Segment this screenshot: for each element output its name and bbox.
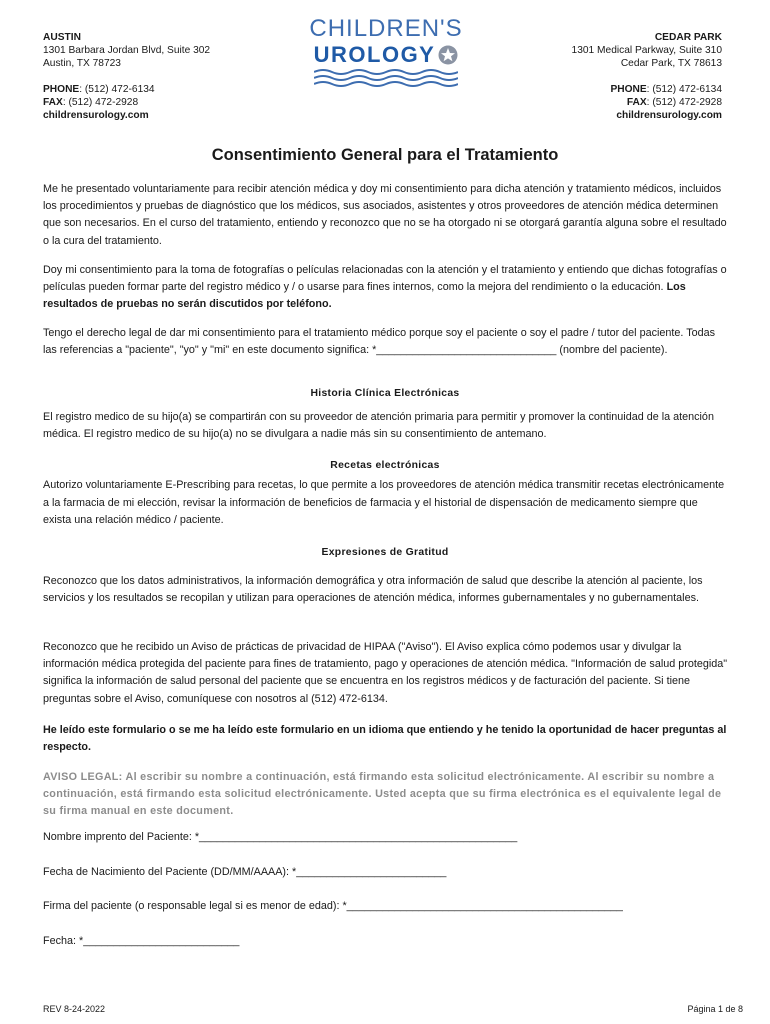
patient-name-field[interactable]: Nombre imprento del Paciente: *_____________________________________________________: [43, 831, 518, 843]
revision-label: REV 8-24-2022: [43, 1004, 106, 1014]
cedar-park-city: CEDAR PARK: [654, 32, 722, 43]
austin-fax: FAX: (512) 472-2928: [43, 97, 139, 108]
acknowledgements-heading: Expresiones de Gratitud: [321, 547, 449, 558]
consent-paragraph: Me he presentado voluntariamente para recibir atención médica y doy mi consentimiento para dicha atención y tratamiento médicos, incluidos los procedimientos y pruebas de diagnóstico que los médicos, sus asociados, asistentes y otros proveedores de atención médica determinen que son necesarios. En el curso del tratamiento, entiendo y reconozco que no se ha otorgado ni se otorgará garantía alguna sobre el resultado o la cura del tratamiento.: [43, 183, 727, 247]
photography-paragraph: Doy mi consentimiento para la toma de fotografías o películas relacionadas con la atención y el tratamiento y entiendo que dichas fotografías o películas pueden formar parte del registro médico y / o usarse para fines internos, como la mejora del rendimiento o la educación. Los resultados de pruebas no serán discutidos por teléfono.: [43, 264, 727, 311]
cedar-park-address-line2: Cedar Park, TX 78613: [620, 58, 722, 69]
logo-line1: CHILDREN'S: [309, 15, 463, 42]
hipaa-paragraph: Reconozco que he recibido un Aviso de prácticas de privacidad de HIPAA ("Aviso"). El Aviso explica cómo podemos usar y divulgar la información médica protegida del paciente para fines de tratamiento, pago y operaciones de atención médica. "Información de salud protegida" significa la información de salud personal del paciente que se encuentra en los registros médicos y de facturación del paciente. Si tiene preguntas sobre el Aviso, comuníquese con nosotros al (512) 472-6134.: [43, 641, 728, 705]
waves-icon: [314, 68, 458, 88]
austin-office-info: [43, 31, 210, 122]
date-field[interactable]: Fecha: *__________________________: [43, 935, 240, 947]
legal-notice: AVISO LEGAL: Al escribir su nombre a continuación, está firmando esta solicitud electrónicamente. Al escribir su nombre a continuación, está firmando esta solicitud electrónicamente. Usted acepta que su firma electrónica es el equivalente legal de su firma manual en este document.: [43, 771, 722, 818]
ehr-heading: Historia Clínica Electrónicas: [310, 388, 460, 399]
austin-phone: PHONE: (512) 472-6134: [43, 84, 155, 95]
page-number: Página 1 de 8: [687, 1004, 743, 1014]
austin-city: AUSTIN: [43, 32, 81, 43]
cedar-park-phone: PHONE: (512) 472-6134: [610, 84, 722, 95]
cedar-park-office-info: [572, 31, 722, 122]
star-icon: [438, 45, 458, 65]
patient-dob-field[interactable]: Fecha de Nacimiento del Paciente (DD/MM/AAAA): *_________________________: [43, 866, 447, 878]
document-title: Consentimiento General para el Tratamiento: [211, 146, 559, 164]
ehr-paragraph: El registro medico de su hijo(a) se compartirán con su proveedor de atención primaria para permitir y promover la continuidad de la atención médica. El registro medico de su hijo(a) no se divulgara a nadie más sin su consentimiento de antemano.: [43, 411, 714, 441]
logo-line2: UROLOGY: [313, 42, 436, 67]
legal-right-paragraph: Tengo el derecho legal de dar mi consentimiento para el tratamiento médico porque soy el paciente o soy el padre / tutor del paciente. Todas las referencias a "paciente", "yo" y "mi" en este documento significa: *______________________________ (nombre del paciente).: [43, 327, 716, 357]
cedar-park-website: childrensurology.com: [616, 110, 722, 121]
cedar-park-fax: FAX: (512) 472-2928: [626, 97, 722, 108]
austin-address-line2: Austin, TX 78723: [43, 58, 121, 69]
childrens-urology-logo: [306, 16, 466, 88]
patient-signature-field[interactable]: Firma del paciente (o responsable legal si es menor de edad): *______________________________________________: [43, 900, 623, 912]
eprescribing-heading: Recetas electrónicas: [330, 460, 440, 471]
austin-address-line1: 1301 Barbara Jordan Blvd, Suite 302: [43, 45, 211, 56]
eprescribing-paragraph: Autorizo voluntariamente E-Prescribing para recetas, lo que permite a los proveedores de atención médica transmitir recetas electrónicamente a la farmacia de mi elección, revisar la información de beneficios de farmacia y el historial de dispensación de medicamento siempre que exista una relación médico / paciente.: [43, 479, 725, 526]
test-results-notice: Los resultados de pruebas no serán discutidos por teléfono.: [43, 281, 686, 311]
data-use-paragraph: Reconozco que los datos administrativos, la información demográfica y otra información de salud que describe la atención al paciente, los servicios y los resultados se recopilan y utilizan para operaciones de atención médica, informes gubernamentales y no gubernamentales.: [43, 575, 703, 605]
austin-website: childrensurology.com: [43, 110, 149, 121]
cedar-park-address-line1: 1301 Medical Parkway, Suite 310: [571, 45, 722, 56]
read-form-statement: He leído este formulario o se me ha leído este formulario en un idioma que entiendo y he tenido la oportunidad de hacer preguntas al respecto.: [43, 724, 727, 754]
